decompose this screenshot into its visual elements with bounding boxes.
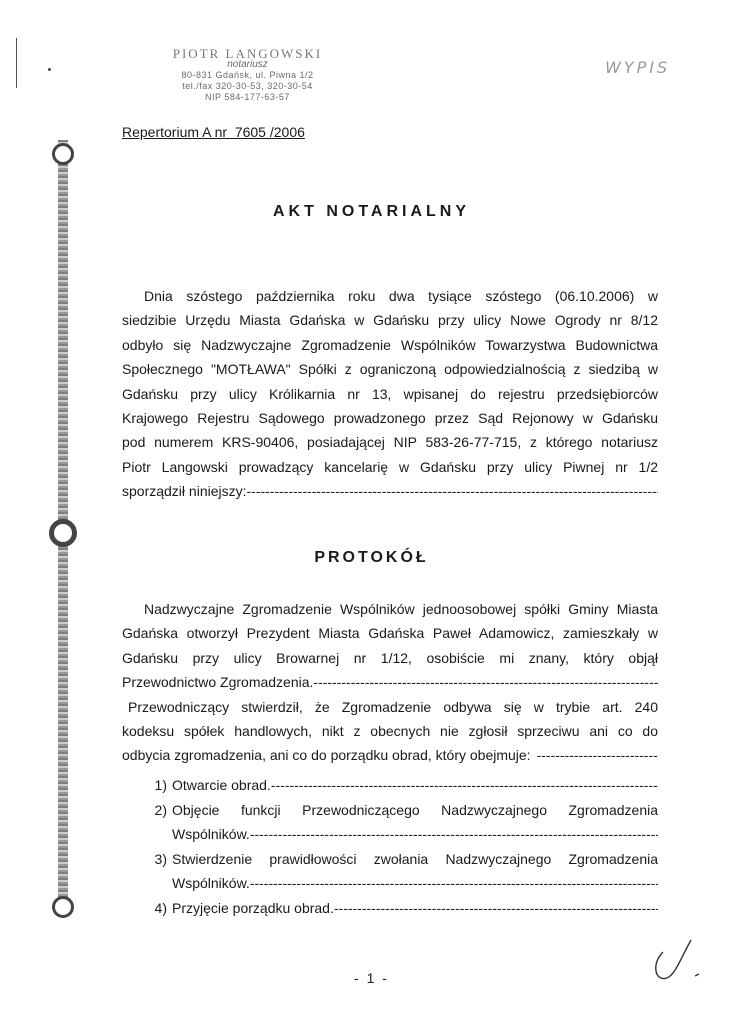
stamp-name: PIOTR LANGOWSKI: [172, 46, 323, 61]
agenda-number: 3): [154, 850, 167, 867]
intro-line: Gdańsku przy ulicy Królikarnia nr 13, wpisanej do rejestru przedsiębiorców: [122, 385, 658, 402]
stamp-address: 80-831 Gdańsk, ul. Piwna 1/2: [181, 70, 314, 80]
agenda-text: Otwarcie obrad.: [172, 777, 271, 793]
filler-dashes: [250, 822, 658, 847]
stamp-nip: NIP 584-177-63-57: [205, 92, 290, 102]
protocol-paragraph: [122, 597, 658, 768]
intro-line: Krajowego Rejestru Sądowego prowadzonego przez Sąd Rejonowy w Gdańsku: [122, 410, 658, 427]
intro-line: odbyło się Nadzwyczajne Zgromadzenie Wspólników Towarzystwa Budownictwa: [122, 336, 658, 353]
agenda-continuation: [122, 822, 658, 847]
stamp-role: notariusz: [227, 59, 268, 70]
eyelet-bottom: [52, 896, 74, 918]
filler-dashes: [531, 743, 658, 767]
filler-dashes: [247, 479, 659, 503]
filler-dashes: [250, 871, 658, 896]
agenda-text: Stwierdzenie prawidłowości zwołania Nadzwyczajnego Zgromadzenia: [172, 850, 658, 867]
wypis-stamp: WYPIS: [605, 58, 671, 77]
intro-last-text: sporządził niniejszy:: [122, 483, 247, 500]
protocol-line: Nadzwyczajne Zgromadzenie Wspólników jednoosobowej spółki Gminy Miasta: [144, 601, 658, 617]
chair-line: kodeksu spółek handlowych, nikt z obecnych nie zgłosił sprzeciwu ani co do: [122, 723, 658, 740]
agenda-number: 4): [154, 899, 167, 916]
agenda-text: Wspólników.: [172, 826, 250, 843]
agenda-item: [122, 896, 658, 921]
agenda-item: [122, 773, 658, 798]
protocol-line4: Przewodnictwo Zgromadzenia.: [122, 674, 314, 691]
protocol-line: Gdańska otworzył Prezydent Miasta Gdańska Paweł Adamowicz, zamieszkały w: [122, 625, 658, 642]
agenda-item: [122, 847, 658, 872]
intro-line: Społecznego "MOTŁAWA" Spółki z ograniczoną odpowiedzialnością z siedzibą w: [122, 361, 658, 378]
intro-line: siedzibie Urzędu Miasta Gdańska w Gdańsku przy ulicy Nowe Ogrody nr 8/12: [122, 312, 658, 329]
agenda-number: 1): [154, 777, 167, 793]
repertorium-number: Repertorium A nr 7605 /2006: [122, 124, 305, 140]
intro-last-line: [122, 479, 658, 503]
agenda-number: 2): [154, 801, 167, 818]
document-title: AKT NOTARIALNY: [272, 203, 471, 220]
protocol-title: PROTOKÓŁ: [314, 549, 429, 566]
notary-stamp: [145, 48, 350, 103]
agenda-text: Objęcie funkcji Przewodniczącego Nadzwyczajnego Zgromadzenia: [172, 801, 658, 818]
filler-dashes: [271, 773, 658, 798]
chair-last-line: [122, 743, 658, 767]
intro-line: Dnia szóstego października roku dwa tysiące szóstego (06.10.2006) w: [144, 288, 658, 304]
intro-line: Piotr Langowski prowadzący kancelarię w Gdańsku przy ulicy Piwnej nr 1/2: [122, 458, 658, 475]
margin-dot: [48, 68, 51, 71]
agenda-text: Wspólników.: [172, 875, 250, 892]
chair-last-text: odbycia zgromadzenia, ani co do porządku obrad, który obejmuje:: [122, 747, 531, 764]
margin-mark: [16, 38, 27, 88]
eyelet-top: [52, 143, 74, 165]
intro-line: pod numerem KRS-90406, posiadającej NIP 583-26-77-715, z którego notariusz: [122, 434, 658, 451]
stamp-phone: tel./fax 320-30-53, 320-30-54: [182, 81, 313, 91]
eyelet-middle: [49, 519, 77, 547]
agenda-text: Przyjęcie porządku obrad.: [172, 899, 334, 916]
agenda-continuation: [122, 871, 658, 896]
chair-line: Przewodniczący stwierdził, że Zgromadzenie odbywa się w trybie art. 240: [128, 698, 658, 715]
filler-dashes: [334, 896, 658, 921]
page-number: - 1 -: [354, 970, 389, 986]
filler-dashes: [313, 670, 658, 694]
agenda-list: [122, 773, 658, 921]
intro-paragraph: [122, 284, 658, 504]
agenda-item: [122, 798, 658, 823]
protocol-last-line: [122, 670, 658, 694]
protocol-line: Gdańsku przy ulicy Browarnej nr 1/12, osobiście mi znany, który objął: [122, 649, 658, 666]
